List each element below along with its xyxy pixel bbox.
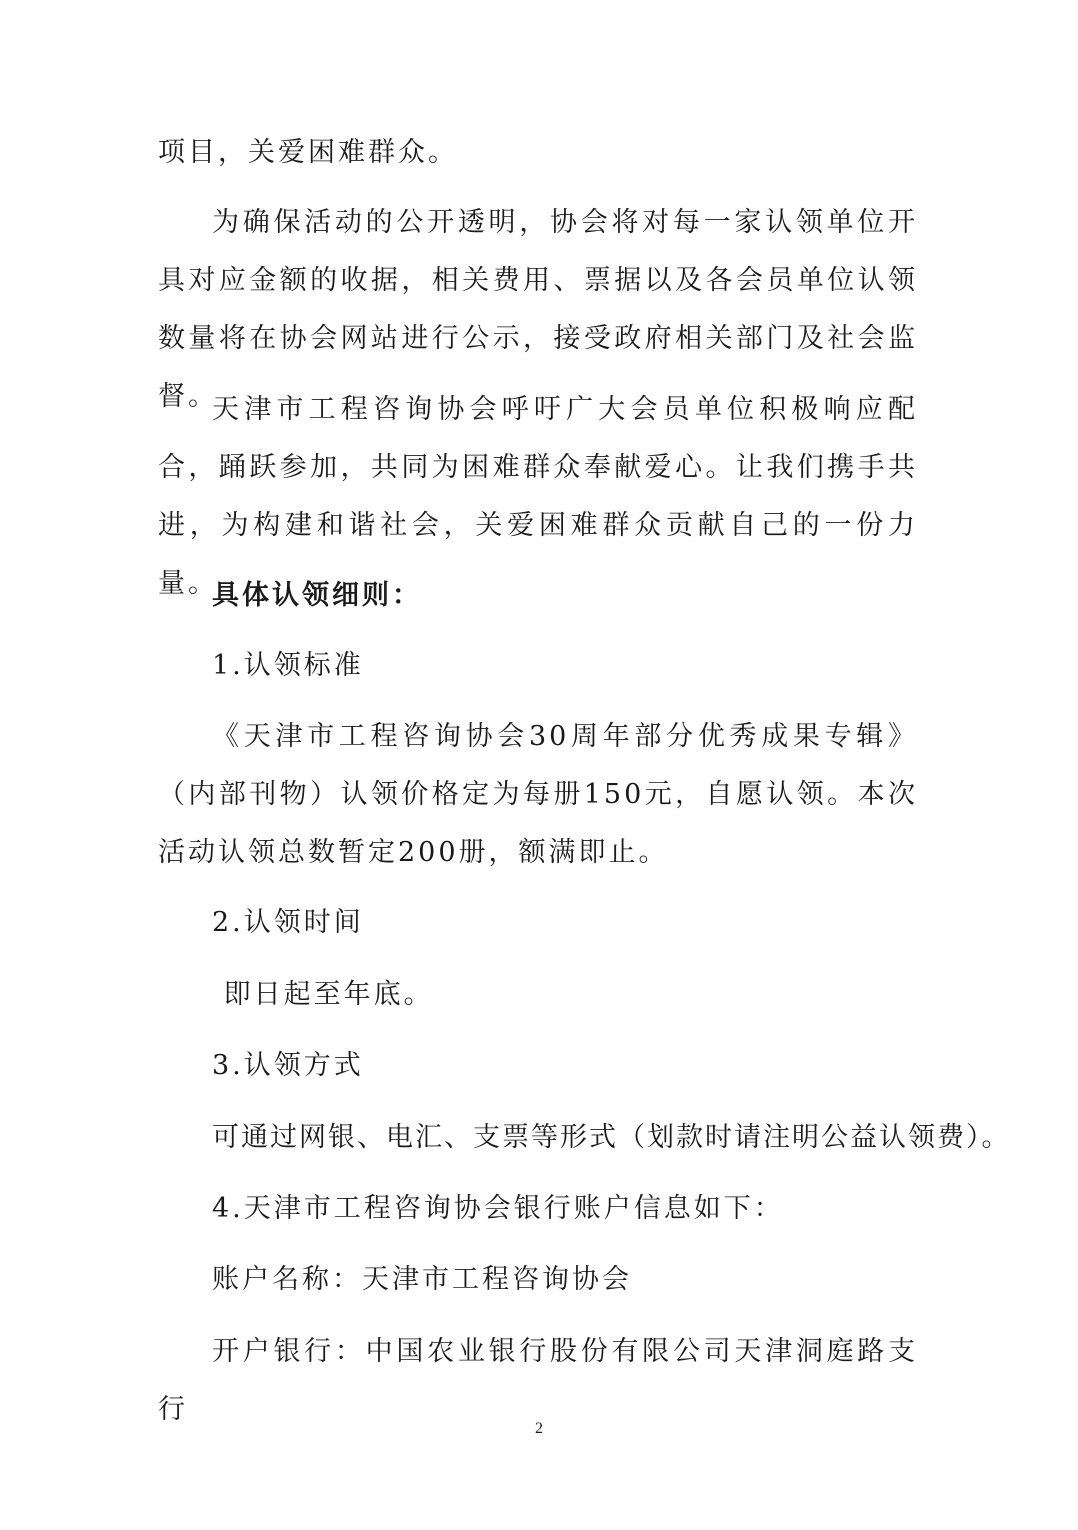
paragraph-appeal: 天津市工程咨询协会呼吁广大会员单位积极响应配合，踊跃参加，共同为困难群众奉献爱心。让我们携手共进，为构建和谐社会，关爱困难群众贡献自己的一份力量。	[158, 394, 918, 599]
item-3-title: 3.认领方式	[212, 1050, 364, 1081]
paragraph-continuation: 项目，关爱困难群众。	[158, 137, 458, 168]
page-number: 2	[535, 1420, 543, 1437]
item-1-body: 《天津市工程咨询协会30周年部分优秀成果专辑》（内部刊物）认领价格定为每册150元，自愿认领。本次活动认领总数暂定200册，额满即止。	[158, 721, 918, 868]
item-2-body: 即日起至年底。	[212, 979, 434, 1010]
paragraph-transparency: 为确保活动的公开透明，协会将对每一家认领单位开具对应金额的收据，相关费用、票据以及各会员单位认领数量将在协会网站进行公示，接受政府相关部门及社会监督。	[158, 207, 918, 412]
item-4-title: 4.天津市工程咨询协会银行账户信息如下：	[212, 1193, 784, 1224]
account-name-line: 账户名称：天津市工程咨询协会	[212, 1264, 632, 1295]
bank-name-line: 开户银行：中国农业银行股份有限公司天津洞庭路支行	[158, 1336, 918, 1425]
section-heading: 具体认领细则：	[212, 580, 422, 611]
item-2-title: 2.认领时间	[212, 907, 364, 938]
item-3-body: 可通过网银、电汇、支票等形式（划款时请注明公益认领费）。	[212, 1122, 1011, 1153]
item-1-title: 1.认领标准	[212, 650, 364, 681]
